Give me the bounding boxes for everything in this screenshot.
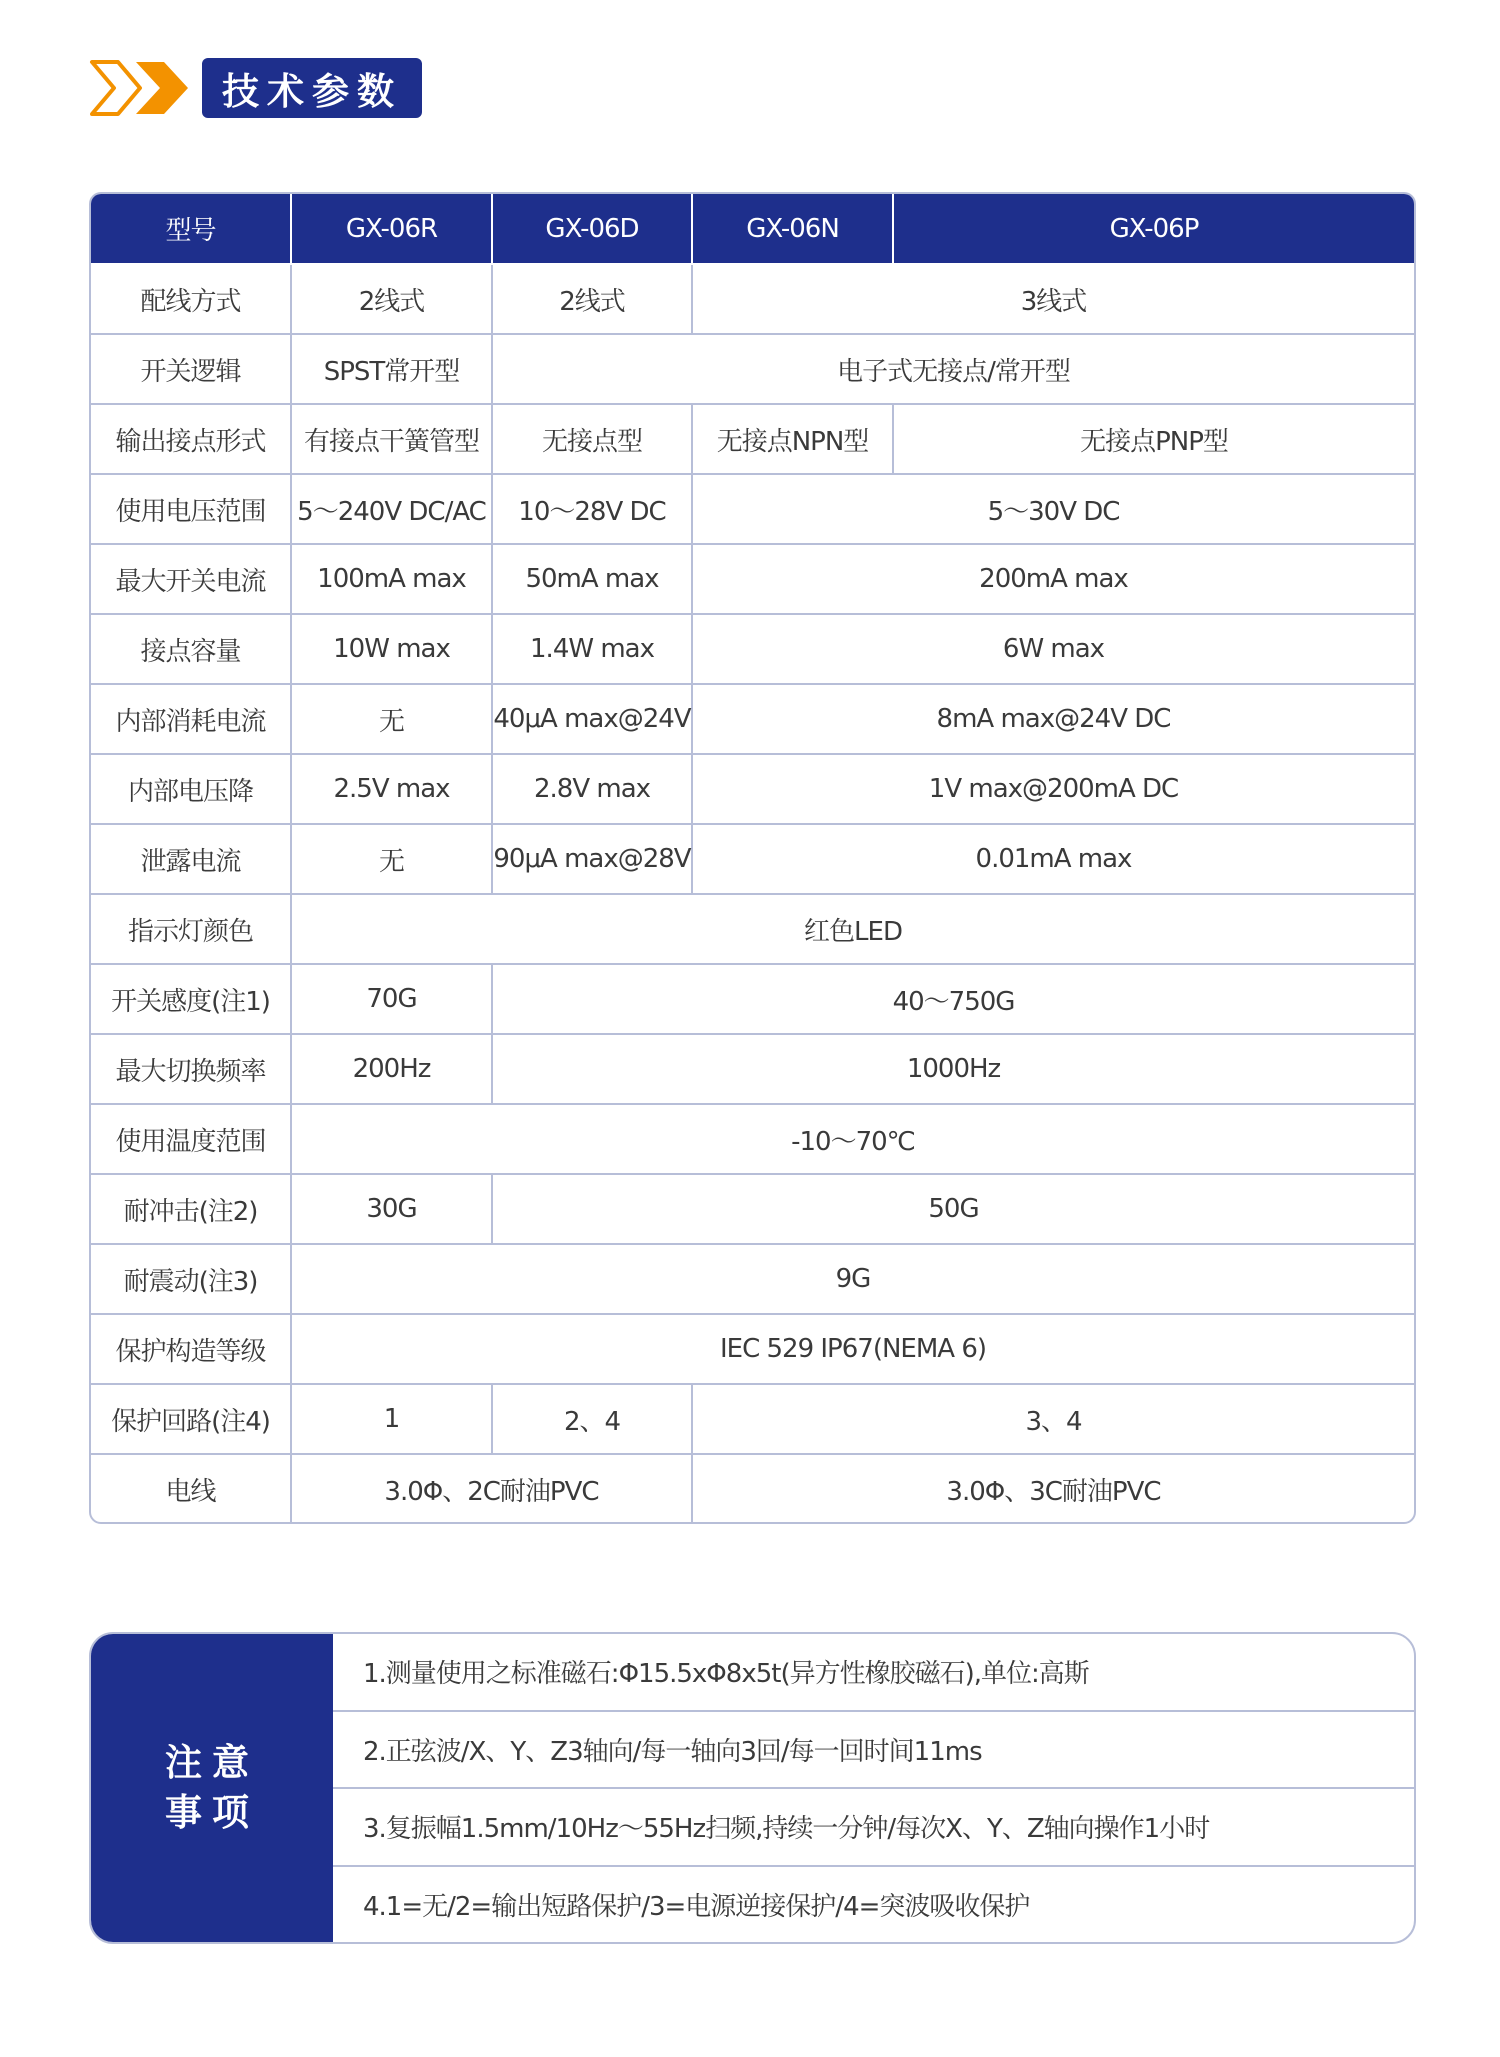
table-row: [91, 404, 1414, 474]
table-row: [91, 544, 1414, 614]
table-row: [91, 754, 1414, 824]
table-cell: 3线式: [692, 264, 1414, 334]
table-cell: 红色LED: [291, 894, 1414, 964]
table-cell: 70G: [291, 964, 492, 1034]
table-cell: -10～70℃: [291, 1104, 1414, 1174]
table-cell: 1: [291, 1384, 492, 1454]
table-cell: 6W max: [692, 614, 1414, 684]
header-cell-gx06p: GX-06P: [893, 194, 1414, 264]
table-cell: 3.0Φ、3C耐油PVC: [692, 1454, 1414, 1524]
spec-table-container: [89, 192, 1416, 1524]
row-label: 耐冲击(注2): [91, 1174, 291, 1244]
table-cell: 9G: [291, 1244, 1414, 1314]
table-cell: 无: [291, 824, 492, 894]
row-label: 耐震动(注3): [91, 1244, 291, 1314]
table-cell: 40μA max@24V: [492, 684, 692, 754]
row-label: 保护回路(注4): [91, 1384, 291, 1454]
table-header-row: [91, 194, 1414, 264]
row-label: 配线方式: [91, 264, 291, 334]
table-cell: 50mA max: [492, 544, 692, 614]
table-row: [91, 1174, 1414, 1244]
table-cell: 3、4: [692, 1384, 1414, 1454]
note-item-4: 4.1=无/2=输出短路保护/3=电源逆接保护/4=突波吸收保护: [363, 1891, 1030, 1922]
row-label: 最大切换频率: [91, 1034, 291, 1104]
table-row: [91, 1384, 1414, 1454]
table-cell: 1V max@200mA DC: [692, 754, 1414, 824]
table-cell: 2、4: [492, 1384, 692, 1454]
table-cell: 8mA max@24V DC: [692, 684, 1414, 754]
header-cell-gx06n: GX-06N: [692, 194, 893, 264]
header-cell-gx06r: GX-06R: [291, 194, 492, 264]
table-row: [91, 684, 1414, 754]
table-row: [91, 1314, 1414, 1384]
table-cell: IEC 529 IP67(NEMA 6): [291, 1314, 1414, 1384]
row-label: 输出接点形式: [91, 404, 291, 474]
table-cell: 40～750G: [492, 964, 1414, 1034]
row-label: 电线: [91, 1454, 291, 1524]
table-cell: 2.5V max: [291, 754, 492, 824]
notes-list: [333, 1634, 1414, 1942]
header-cell-model: 型号: [91, 194, 291, 264]
row-label: 开关逻辑: [91, 334, 291, 404]
table-cell: 3.0Φ、2C耐油PVC: [291, 1454, 692, 1524]
table-row: [91, 474, 1414, 544]
header-cell-gx06d: GX-06D: [492, 194, 692, 264]
row-label: 开关感度(注1): [91, 964, 291, 1034]
table-cell: 5～240V DC/AC: [291, 474, 492, 544]
table-cell: 无接点NPN型: [692, 404, 893, 474]
table-cell: 有接点干簧管型: [291, 404, 492, 474]
section-header: [88, 56, 422, 120]
note-item-2: 2.正弦波/X、Y、Z3轴向/每一轴向3回/每一回时间11ms: [333, 1712, 1414, 1790]
notes-panel: [89, 1632, 1416, 1944]
row-label: 内部电压降: [91, 754, 291, 824]
row-label: 接点容量: [91, 614, 291, 684]
row-label: 指示灯颜色: [91, 894, 291, 964]
table-cell: 200mA max: [692, 544, 1414, 614]
row-label: 内部消耗电流: [91, 684, 291, 754]
table-row: [91, 964, 1414, 1034]
table-cell: 30G: [291, 1174, 492, 1244]
table-cell: 50G: [492, 1174, 1414, 1244]
row-label: 泄露电流: [91, 824, 291, 894]
row-label: 使用温度范围: [91, 1104, 291, 1174]
table-cell: SPST常开型: [291, 334, 492, 404]
table-row: [91, 334, 1414, 404]
table-row: [91, 894, 1414, 964]
double-chevron-icon: [88, 56, 192, 120]
table-cell: 5～30V DC: [692, 474, 1414, 544]
table-row: [91, 1454, 1414, 1524]
notes-label: [91, 1634, 333, 1942]
table-cell: 10～28V DC: [492, 474, 692, 544]
table-cell: 无: [291, 684, 492, 754]
table-cell: 2线式: [291, 264, 492, 334]
row-label: 使用电压范围: [91, 474, 291, 544]
spec-table: [91, 194, 1414, 1524]
table-cell: 电子式无接点/常开型: [492, 334, 1414, 404]
notes-label-line2: 事项: [165, 1791, 259, 1834]
table-row: [91, 1244, 1414, 1314]
table-row: [91, 1034, 1414, 1104]
table-cell: 200Hz: [291, 1034, 492, 1104]
table-cell: 2线式: [492, 264, 692, 334]
row-label: 最大开关电流: [91, 544, 291, 614]
table-cell: 100mA max: [291, 544, 492, 614]
row-label: 保护构造等级: [91, 1314, 291, 1384]
note-item-3: 3.复振幅1.5mm/10Hz～55Hz扫频,持续一分钟/每次X、Y、Z轴向操作1小时: [333, 1789, 1414, 1867]
table-row: [91, 1104, 1414, 1174]
table-cell: 2.8V max: [492, 754, 692, 824]
table-row: [91, 824, 1414, 894]
table-cell: 无接点型: [492, 404, 692, 474]
note-item-1: 1.测量使用之标准磁石:Φ15.5xΦ8x5t(异方性橡胶磁石),单位:高斯: [333, 1634, 1414, 1712]
table-cell: 10W max: [291, 614, 492, 684]
table-cell: 1.4W max: [492, 614, 692, 684]
notes-label-line1: 注意: [165, 1741, 259, 1784]
table-cell: 0.01mA max: [692, 824, 1414, 894]
table-row: [91, 264, 1414, 334]
table-cell: 无接点PNP型: [893, 404, 1414, 474]
table-row: [91, 614, 1414, 684]
table-cell: 1000Hz: [492, 1034, 1414, 1104]
table-cell: 90μA max@28V: [492, 824, 692, 894]
section-title: 技术参数: [202, 58, 422, 118]
